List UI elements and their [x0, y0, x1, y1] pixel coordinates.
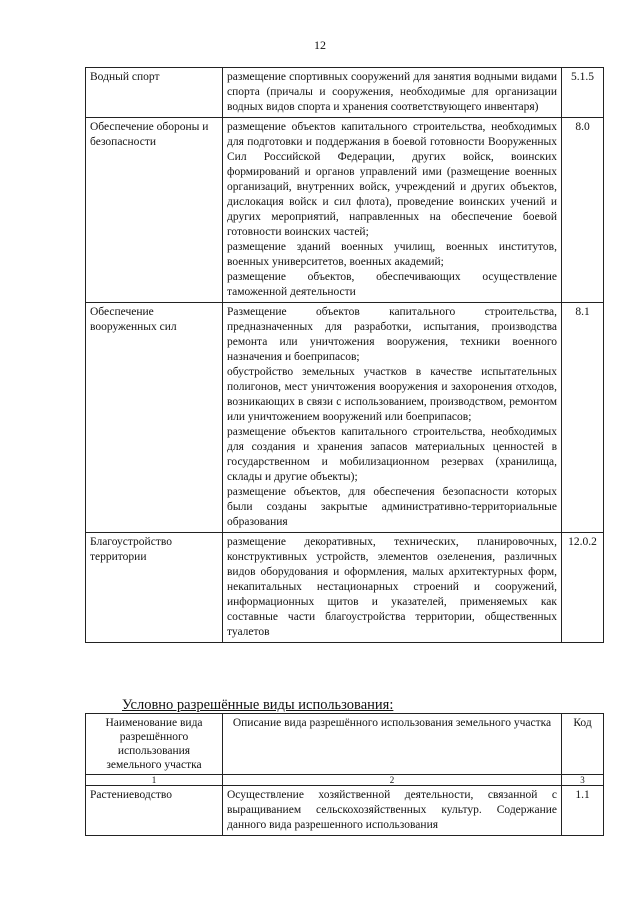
table-row — [86, 68, 604, 118]
land-use-table — [85, 67, 604, 643]
page-number: 12 — [314, 38, 326, 52]
table-header-row — [86, 714, 604, 775]
section-heading: Условно разрешённые виды использования: — [122, 697, 394, 713]
description-paragraph: размещение объектов капитального строительства, необходимых для подготовки и поддержания в боевой готовности Вооруженных Сил Российской Федерации, других войск, воинских формирований и органов управлений ими (размещение военных организаций, внутренних войск, учреждений и других объектов, дислокация войск и сил флота), проведение воинских учений и других мероприятий, направленных на обеспечение боевой готовности воинских частей; — [227, 121, 557, 238]
description-paragraph: размещение зданий военных училищ, военных институтов, военных университетов, военных академий; — [227, 241, 557, 268]
description-paragraph: Размещение объектов капитального строительства, предназначенных для разработки, испытания, производства ремонта или уничтожения вооружения, техники военного назначения и боеприпасов; — [227, 306, 557, 363]
use-code: 1.1 — [562, 786, 604, 836]
use-name: Обеспечение вооруженных сил — [86, 303, 223, 533]
column-number: 1 — [86, 775, 223, 786]
use-name: Растениеводство — [86, 786, 223, 836]
use-code: 8.0 — [562, 118, 604, 303]
description-paragraph: размещение декоративных, технических, планировочных, конструктивных устройств, элементов озеленения, различных видов оборудования и оформления, малых архитектурных форм, некапитальных нестационарных строений и сооружений, информационных щитов и указателей, применяемых как составные части благоустройства территории, общественных туалетов — [227, 536, 557, 638]
column-header-name: Наименование вида разрешённого использования земельного участка — [86, 714, 223, 775]
conditional-use-table — [85, 713, 604, 836]
table-row — [86, 118, 604, 303]
column-header-code: Код — [562, 714, 604, 775]
description-paragraph: размещение спортивных сооружений для занятия водными видами спорта (причалы и сооружения, необходимые для организации водных видов спорта и хранения соответствующего инвентаря) — [227, 71, 557, 113]
column-header-description: Описание вида разрешённого использования земельного участка — [223, 714, 562, 775]
use-description — [223, 68, 562, 118]
use-code: 12.0.2 — [562, 533, 604, 643]
use-description — [223, 118, 562, 303]
use-description — [223, 533, 562, 643]
description-paragraph: размещение объектов, обеспечивающих осуществление таможенной деятельности — [227, 271, 557, 298]
description-paragraph: размещение объектов капитального строительства, необходимых для создания и хранения запасов материальных ценностей в государственном и мобилизационном резервах (хранилища, склады и другие объекты); — [227, 426, 557, 483]
use-name: Обеспечение обороны и безопасности — [86, 118, 223, 303]
column-number: 3 — [562, 775, 604, 786]
use-description — [223, 303, 562, 533]
column-number: 2 — [223, 775, 562, 786]
use-description: Осуществление хозяйственной деятельности, связанной с выращиванием сельскохозяйственных культур. Содержание данного вида разрешенного использования — [223, 786, 562, 836]
use-code: 5.1.5 — [562, 68, 604, 118]
use-name: Благоустройство территории — [86, 533, 223, 643]
table-row — [86, 786, 604, 836]
description-paragraph: размещение объектов, для обеспечения безопасности которых были созданы закрытые административно-территориальные образования — [227, 486, 557, 528]
table-row — [86, 533, 604, 643]
use-code: 8.1 — [562, 303, 604, 533]
use-name: Водный спорт — [86, 68, 223, 118]
description-paragraph: обустройство земельных участков в качестве испытательных полигонов, мест уничтожения вооружения и захоронения отходов, возникающих в связи с использованием, производством, ремонтом или уничтожением вооружений или боеприпасов; — [227, 366, 557, 423]
table-row — [86, 303, 604, 533]
column-number-row — [86, 775, 604, 786]
